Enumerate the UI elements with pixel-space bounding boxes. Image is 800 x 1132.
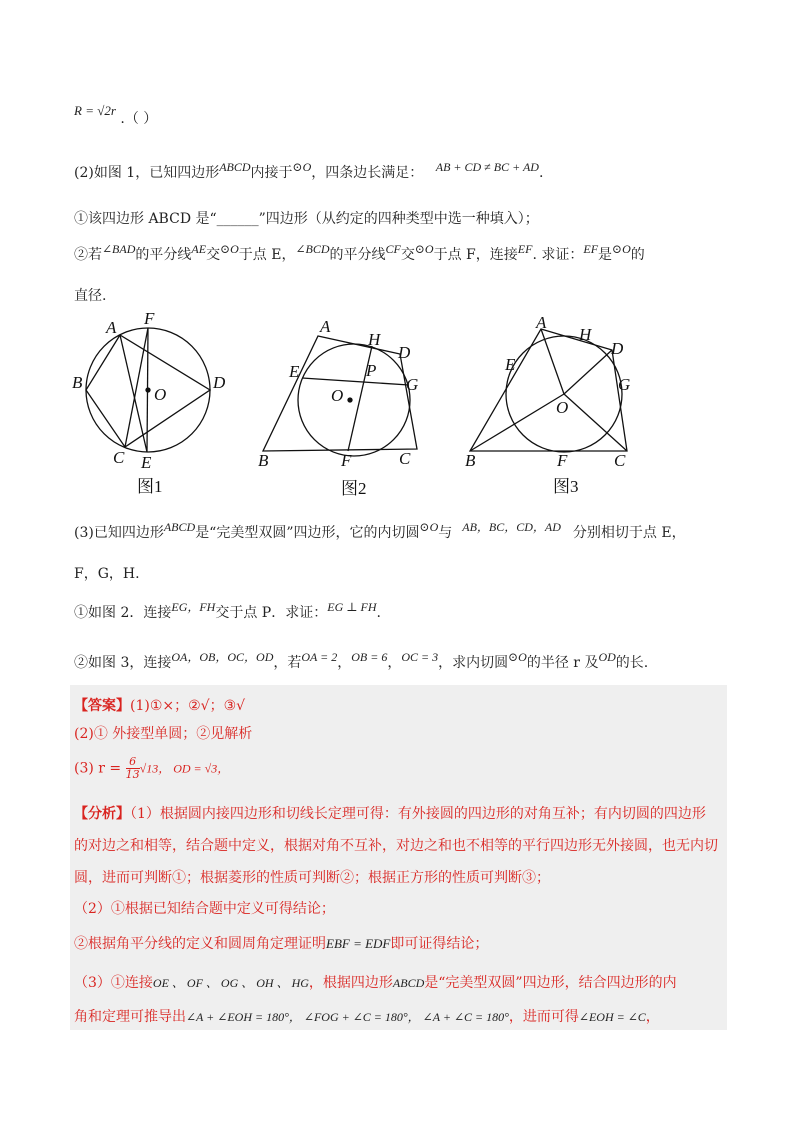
text: 的平分线 [135, 247, 192, 263]
text: ，四条边长满足： [311, 165, 424, 181]
text: 交 [206, 247, 221, 263]
text: . 求证： [532, 247, 584, 263]
text: ，进而可得 [508, 1009, 579, 1025]
fig1-label-E: E [141, 453, 152, 472]
text: 的平分线 [329, 247, 386, 263]
math: ABCD [219, 160, 251, 174]
text: 内接于 [250, 165, 293, 181]
math: OE 、 OF 、 OG 、 OH 、 HG [152, 976, 309, 990]
q3-part2 [74, 652, 648, 672]
figures [0, 308, 800, 508]
q3-part1 [74, 602, 381, 622]
fig3-label-E: E [505, 355, 516, 374]
math: OA = 2 [301, 650, 338, 664]
text: ②根据角平分线的定义和圆周角定理证明 [74, 936, 326, 952]
math: AB + CD ≠ BC + AD [435, 160, 539, 174]
text: 即可证得结论； [390, 936, 489, 952]
math: EG，FH [171, 600, 216, 614]
text: 角和定理可推导出 [74, 1009, 186, 1025]
analysis-line-4: （2）①根据已知结合题中定义可得结论； [74, 901, 335, 917]
q1-tail [74, 100, 158, 127]
fig3-label-A: A [536, 313, 547, 332]
blank-parens: .（ ） [120, 111, 158, 127]
math: ， ∠FOG + ∠C = 180° [288, 1010, 408, 1024]
math: CF [385, 242, 401, 256]
math: EF [517, 242, 533, 256]
fig1-caption: 图1 [137, 477, 163, 496]
fig2-label-D: D [398, 343, 411, 362]
math: AE [191, 242, 207, 256]
fig1-label-B: B [72, 373, 83, 392]
math: EBF = EDF [326, 936, 391, 951]
figure-2 [258, 317, 418, 498]
fig2-label-F: F [341, 451, 352, 470]
text: 于点 E， [238, 247, 296, 263]
fig3-label-D: D [611, 339, 624, 358]
answer-line-2: (2)① 外接型单圆；②见解析 [74, 726, 253, 742]
text: 的半径 r 及 [526, 655, 599, 671]
text: ， [337, 655, 352, 671]
text: (3)已知四边形 [74, 525, 164, 541]
text: ，若 [273, 655, 302, 671]
fig2-label-C: C [399, 449, 411, 468]
math: EF [583, 242, 599, 256]
text: 是“完美型双圆”四边形，它的内切圆 [195, 525, 420, 541]
fig1-label-D: D [213, 373, 226, 392]
analysis-line-1 [74, 803, 706, 823]
text: . [376, 605, 381, 621]
text: （3）①连接 [74, 975, 153, 991]
fig2-label-B: B [258, 451, 269, 470]
math: ⊙O [220, 242, 239, 256]
math: ∠BCD [295, 242, 330, 256]
q2-part2-end: 直径. [74, 288, 107, 304]
numerator: 6 [126, 756, 140, 769]
analysis-line-3: 圆，进而可判断①；根据菱形的性质可判断②；根据正方形的性质可判断③； [74, 870, 550, 886]
fig2-label-H: H [368, 330, 381, 349]
text: (3) r = [74, 760, 122, 777]
math: OB = 6 [351, 650, 388, 664]
math: AB，BC，CD，AD [462, 520, 561, 534]
answer-line-1 [74, 695, 245, 715]
analysis-line-7 [74, 1006, 660, 1026]
text: . [538, 165, 544, 181]
math: ABCD [163, 520, 196, 534]
text: 的 [630, 247, 645, 263]
fig3-label-F: F [557, 451, 568, 470]
fig3-label-G: G [618, 375, 631, 394]
q2-part2 [74, 244, 645, 264]
fig2-label-O: O [331, 386, 344, 405]
math: ∠BAD [102, 242, 136, 256]
text: 是 [598, 247, 613, 263]
text: ，根据四边形 [308, 975, 393, 991]
math: √13 [139, 761, 159, 776]
math: ⊙O [419, 520, 439, 534]
q2-intro [74, 162, 543, 182]
answer-line-3 [74, 756, 229, 781]
fig3-caption: 图3 [553, 477, 579, 496]
text: ，求内切圆 [438, 655, 509, 671]
text: ， [387, 655, 402, 671]
fig2-label-E: E [289, 362, 300, 381]
math: ⊙O [508, 650, 527, 664]
fig2-label-P: P [366, 361, 377, 380]
text: 交 [400, 247, 415, 263]
figure-1 [72, 309, 226, 496]
math: OD [598, 650, 616, 664]
text: ， [645, 1009, 660, 1025]
math: OC = 3 [401, 650, 439, 664]
math: ∠EOH = ∠C [578, 1010, 646, 1024]
text: 与 [438, 525, 453, 541]
fig2-label-A: A [320, 317, 331, 336]
q2-part1: ①该四边形 ABCD 是“______”四边形（从约定的四种类型中选一种填入）； [74, 211, 539, 227]
analysis-line-2: 的对边之和相等，结合题中定义，根据对角不互补，对边之和也不相等的平行四边形无外接圆，也无内切 [74, 838, 718, 854]
math: ， ∠A + ∠C = 180° [407, 1010, 509, 1024]
text: 交于点 P．求证： [215, 605, 328, 621]
fig3-label-H: H [579, 325, 592, 344]
math: ⊙O [612, 242, 631, 256]
text: 的长. [615, 655, 649, 671]
answer-tag: 【答案】 [74, 698, 130, 714]
q3-intro [74, 522, 686, 542]
analysis-line-5 [74, 933, 488, 953]
text: ②若 [74, 247, 102, 263]
figure-3 [465, 313, 630, 496]
math: ⊙O [292, 160, 312, 174]
text: (2)如图 1，已知四边形 [74, 165, 220, 181]
fig3-label-B: B [465, 451, 476, 470]
denominator: 13 [125, 768, 140, 781]
q3-intro-2: F，G，H. [74, 566, 140, 582]
fig1-label-A: A [106, 318, 117, 337]
fig1-label-O: O [154, 385, 167, 404]
fig3-label-O: O [556, 398, 569, 417]
text: 是“完美型双圆”四边形，结合四边形的内 [424, 975, 677, 991]
fraction [126, 756, 140, 781]
text: 分别相切于点 E， [572, 525, 686, 541]
fig2-label-G: G [406, 375, 419, 394]
math: ， OD = √3， [158, 761, 230, 776]
fig1-label-F: F [144, 309, 155, 328]
text: （1）根据圆内接四边形和切线长定理可得：有外接圆的四边形的对角互补；有内切圆的四边形 [130, 806, 706, 822]
math: OA，OB，OC，OD [171, 650, 274, 664]
text: ①如图 2．连接 [74, 605, 172, 621]
fig1-label-C: C [113, 448, 125, 467]
math: ⊙O [414, 242, 434, 256]
text: 于点 F，连接 [433, 247, 518, 263]
analysis-tag: 【分析】 [74, 806, 130, 822]
analysis-line-6 [74, 972, 677, 992]
text: (1)①×；②√；③√ [130, 698, 246, 714]
formula: R = √2r [74, 103, 116, 118]
text: ②如图 3，连接 [74, 655, 172, 671]
math: ABCD [392, 976, 425, 990]
fig2-caption: 图2 [341, 479, 367, 498]
fig3-label-C: C [614, 451, 626, 470]
math: EG ⊥ FH [327, 600, 377, 614]
math: ∠A + ∠EOH = 180° [186, 1010, 289, 1024]
